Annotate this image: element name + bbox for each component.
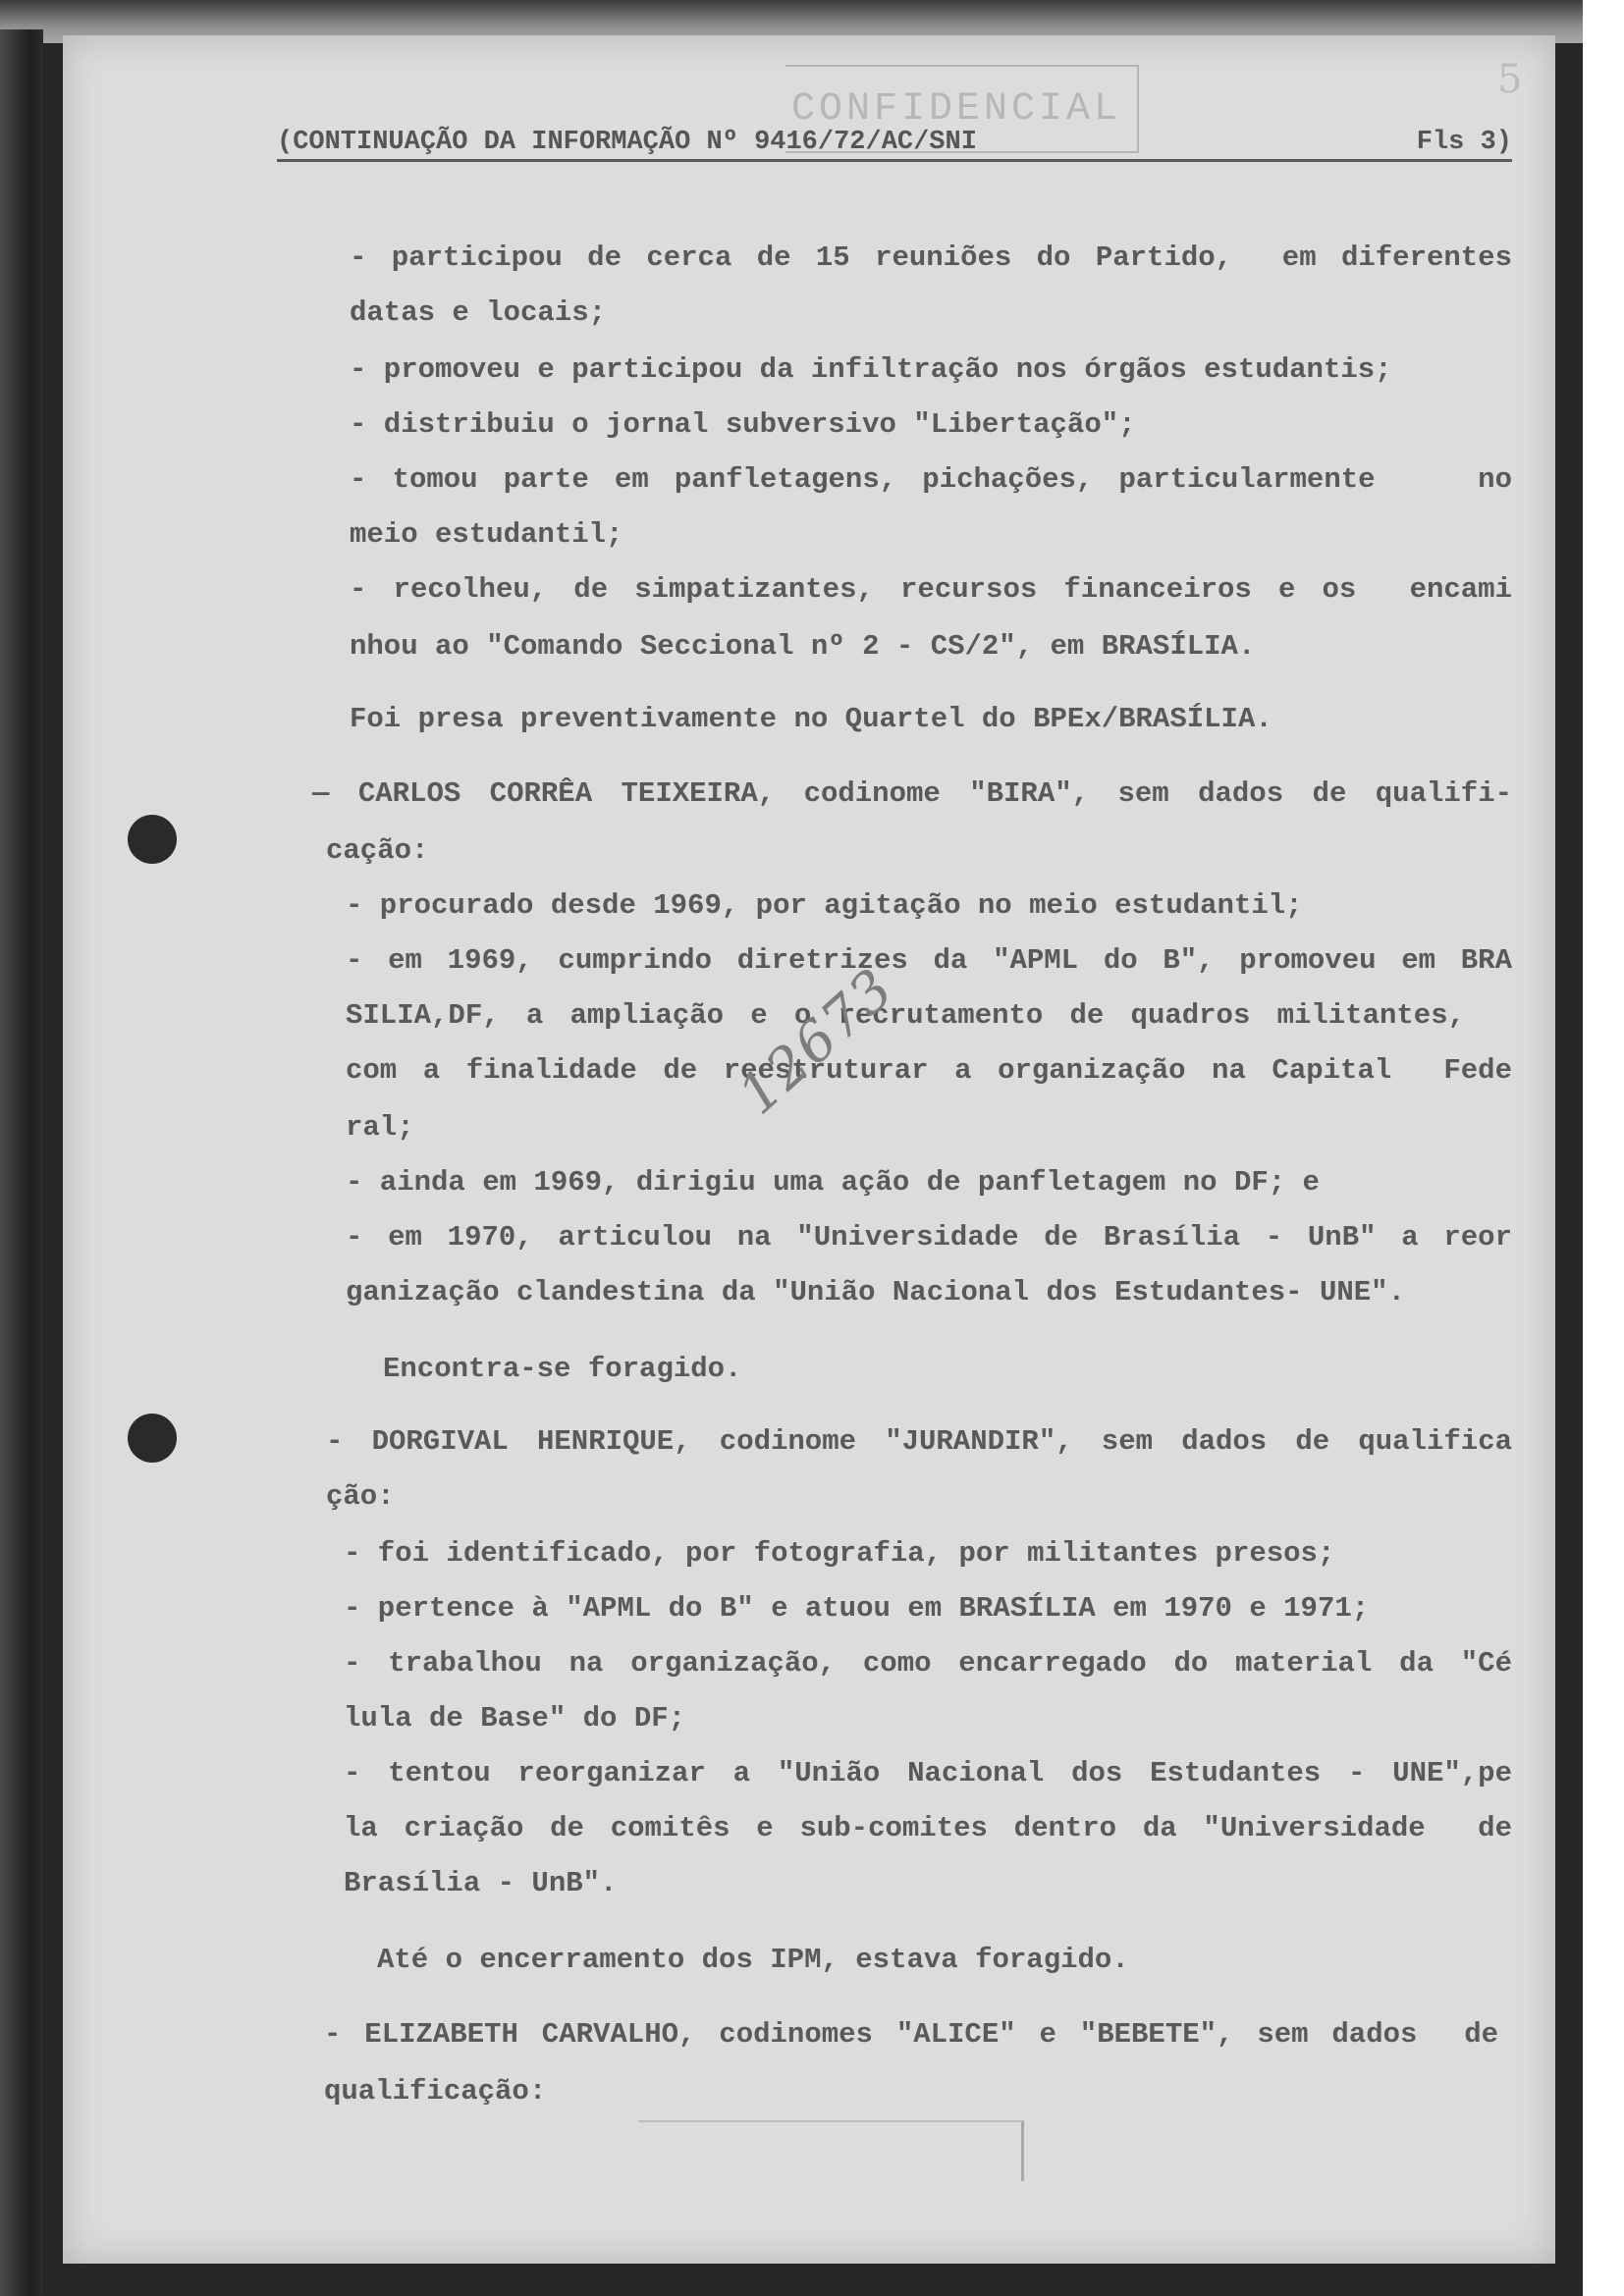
text-line: - recolheu, de simpatizantes, recursos financeiros e os encami: [350, 573, 1512, 606]
text-line: Até o encerramento dos IPM, estava foragido.: [377, 1944, 1129, 1976]
text-line: lula de Base" do DF;: [344, 1702, 686, 1735]
text-line: meio estudantil;: [350, 518, 623, 551]
text-line: Encontra-se foragido.: [383, 1353, 742, 1385]
text-line: - ELIZABETH CARVALHO, codinomes "ALICE" e "BEBETE", sem dados de: [324, 2018, 1498, 2051]
text-line: cação:: [326, 834, 429, 867]
text-line: com a finalidade de reestruturar a organização na Capital Fede: [346, 1054, 1512, 1087]
text-line: - DORGIVAL HENRIQUE, codinome "JURANDIR", sem dados de qualifica: [326, 1425, 1512, 1458]
text-line: - trabalhou na organização, como encarregado do material da "Cé: [344, 1647, 1512, 1680]
text-line: la criação de comitês e sub-comites dentro da "Universidade de: [344, 1812, 1512, 1844]
text-line: - em 1969, cumprindo diretrizes da "APML do B", promoveu em BRA: [346, 944, 1512, 977]
text-line: qualificação:: [324, 2075, 547, 2108]
text-line: datas e locais;: [350, 296, 607, 329]
text-line: - participou de cerca de 15 reuniões do Partido, em diferentes: [350, 241, 1512, 274]
text-line: - pertence à "APML do B" e atuou em BRASÍLIA em 1970 e 1971;: [344, 1592, 1370, 1625]
text-line: - em 1970, articulou na "Universidade de Brasília - UnB" a reor: [346, 1221, 1512, 1254]
text-line: ção:: [326, 1480, 395, 1513]
text-line: - tentou reorganizar a "União Nacional dos Estudantes - UNE",pe: [344, 1757, 1512, 1789]
text-line: — CARLOS CORRÊA TEIXEIRA, codinome "BIRA", sem dados de qualifi-: [312, 777, 1512, 810]
handwritten-annotation: 12673: [727, 956, 907, 1128]
header-reference: (CONTINUAÇÃO DA INFORMAÇÃO Nº 9416/72/AC/SNI: [277, 128, 977, 157]
text-line: - distribuiu o jornal subversivo "Libertação";: [350, 408, 1136, 441]
text-line: ral;: [346, 1111, 414, 1144]
confidential-stamp: CONFIDENCIAL: [785, 65, 1139, 153]
page-corner-number: 5: [1497, 57, 1523, 102]
text-line: Foi presa preventivamente no Quartel do BPEx/BRASÍLIA.: [350, 703, 1272, 735]
text-line: nhou ao "Comando Seccional nº 2 - CS/2", em BRASÍLIA.: [350, 630, 1256, 663]
text-line: - tomou parte em panfletagens, pichações, particularmente no: [350, 463, 1512, 496]
text-line: - ainda em 1969, dirigiu uma ação de panfletagem no DF; e: [346, 1166, 1320, 1199]
text-line: SILIA,DF, a ampliação e o recrutamento de quadros militantes,: [346, 999, 1465, 1032]
text-line: - foi identificado, por fotografia, por militantes presos;: [344, 1537, 1335, 1570]
text-line: - promoveu e participou da infiltração nos órgãos estudantis;: [350, 353, 1392, 386]
header-sheet-number: Fls 3): [1416, 128, 1512, 157]
text-line: - procurado desde 1969, por agitação no meio estudantil;: [346, 889, 1303, 922]
text-line: Brasília - UnB".: [344, 1867, 618, 1899]
text-line: ganização clandestina da "União Nacional dos Estudantes- UNE".: [346, 1276, 1405, 1308]
